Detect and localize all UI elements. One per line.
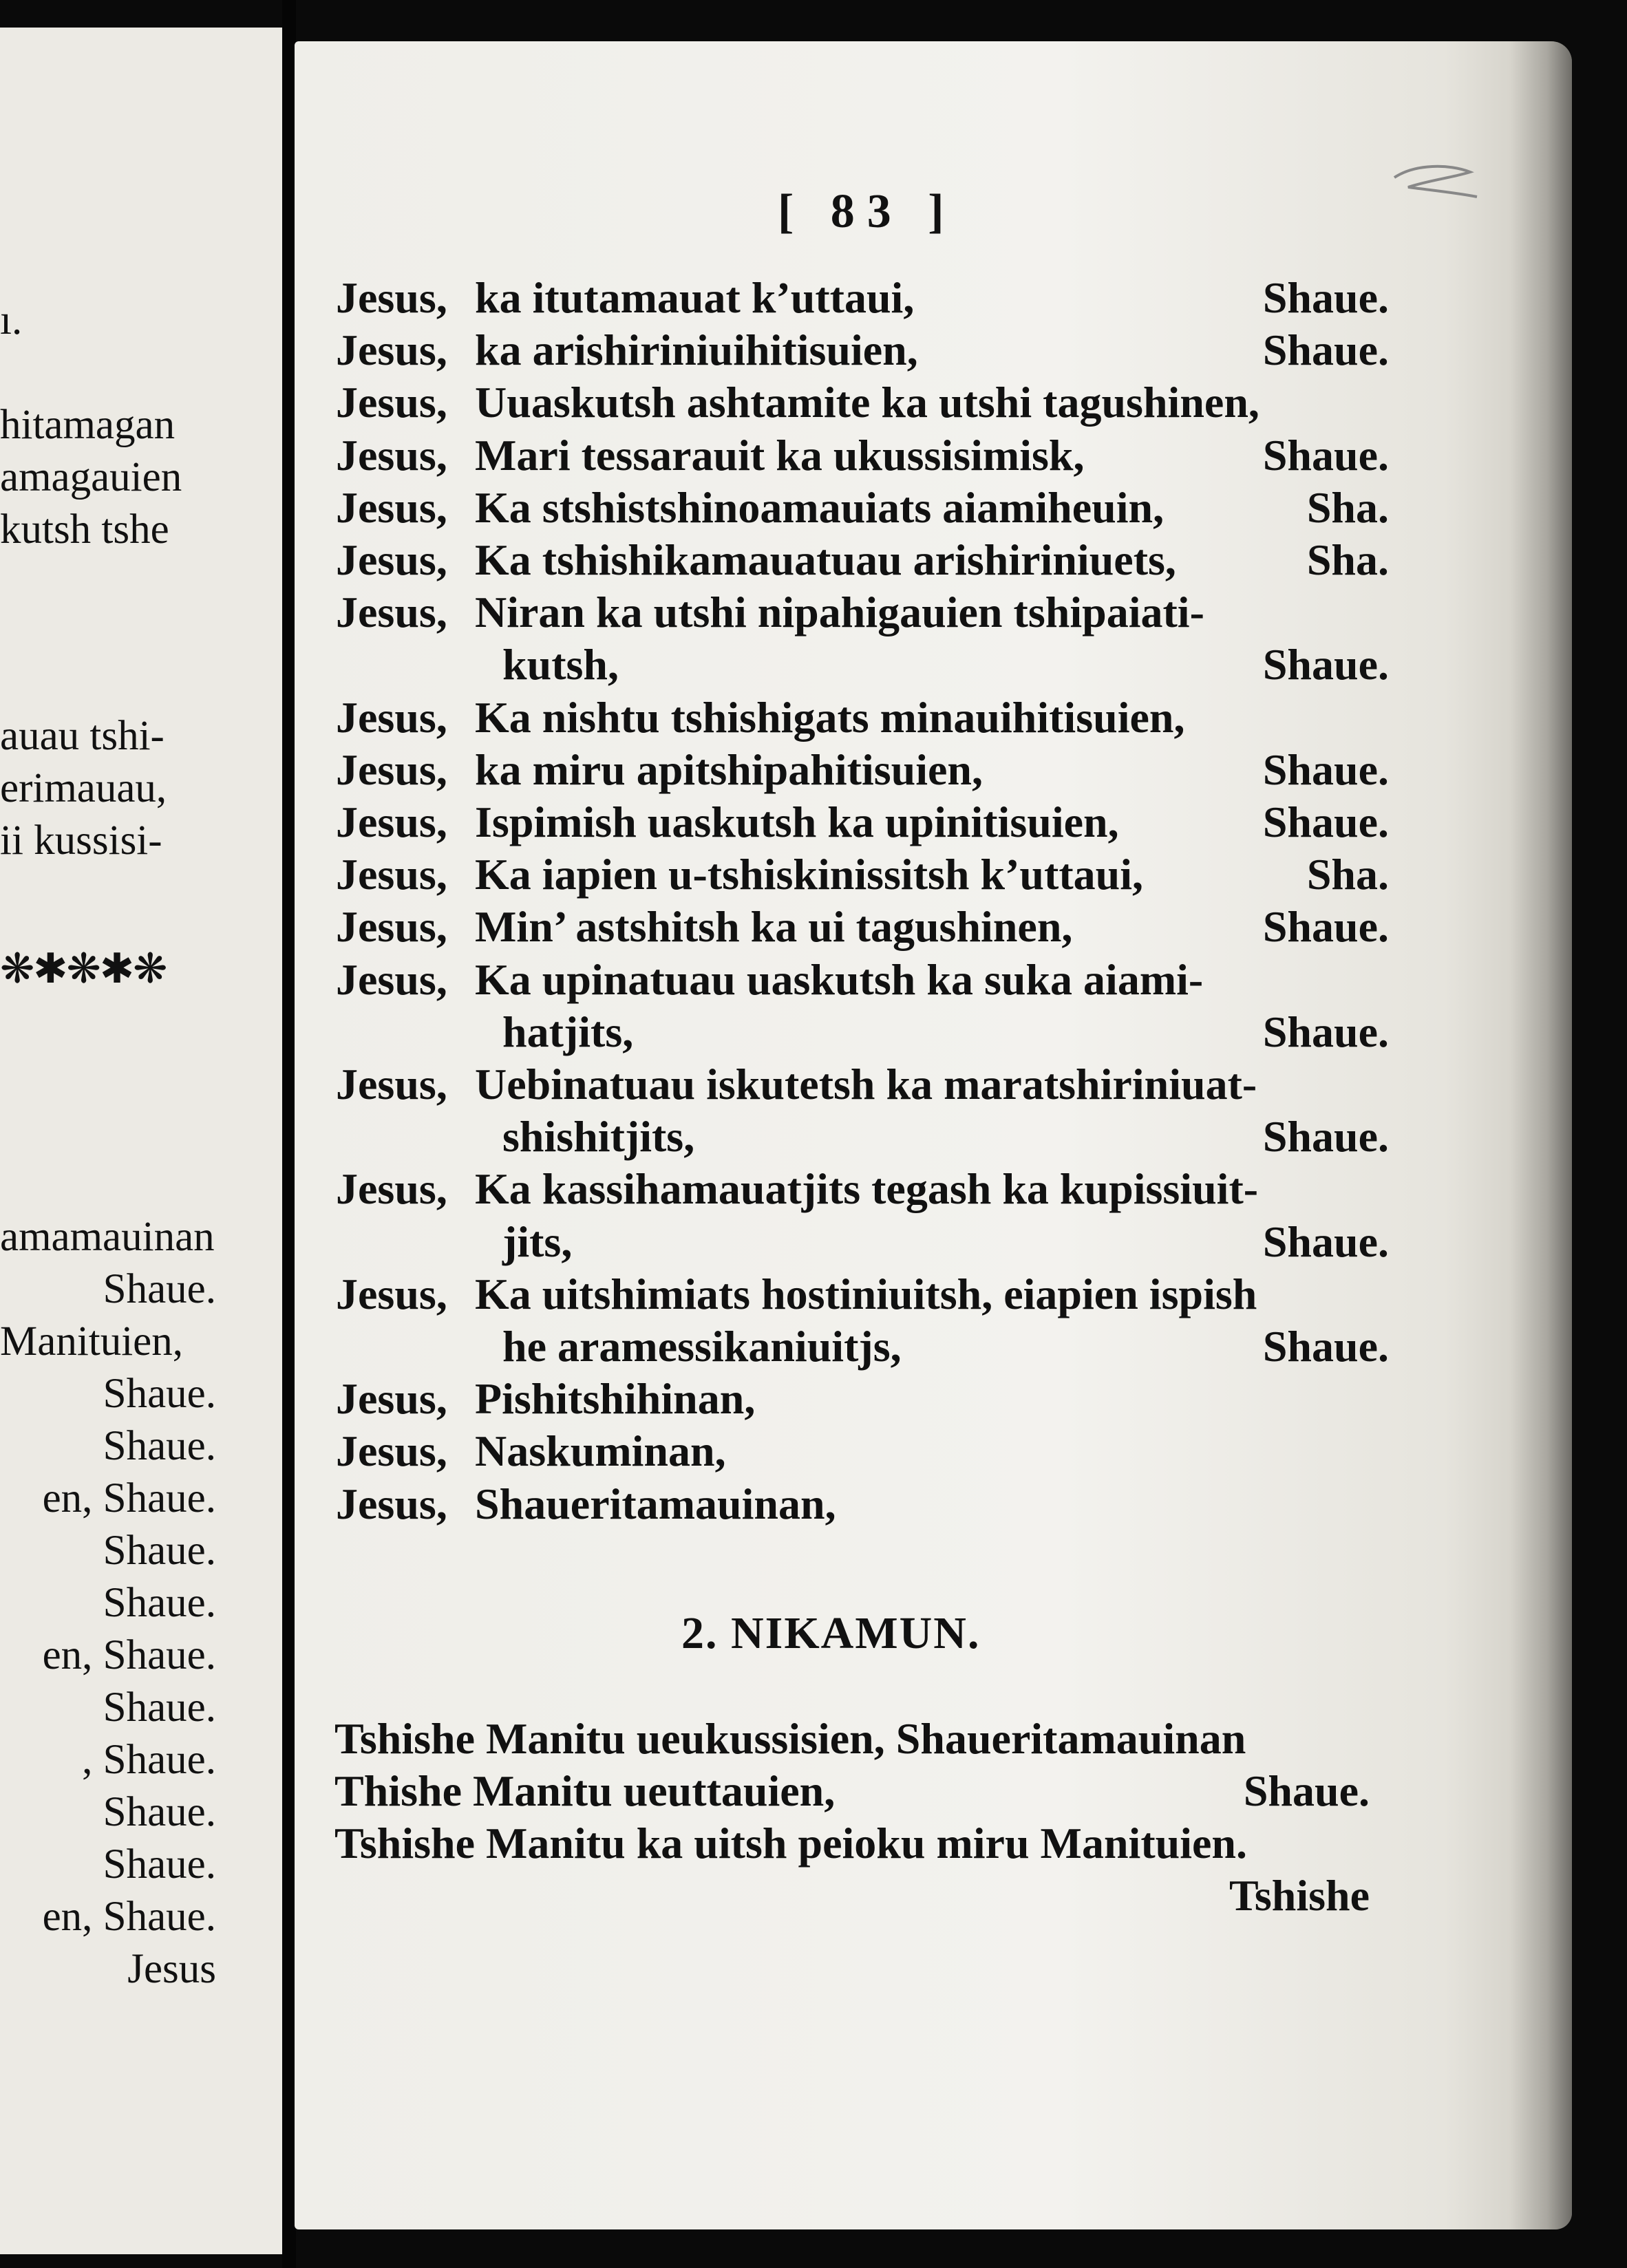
pencil-mark-icon bbox=[1387, 157, 1491, 212]
ornament-divider: ❋✱❋✱❋ bbox=[0, 946, 167, 992]
left-line: Shaue. bbox=[103, 1841, 216, 1887]
left-line: ii kussisi- bbox=[0, 817, 162, 864]
left-line: amamauinan bbox=[0, 1214, 215, 1260]
litany-text: hatjits, bbox=[502, 1007, 634, 1056]
litany-response: Shaue. bbox=[1262, 902, 1389, 951]
litany-text: he aramessikaniuitjs, bbox=[502, 1322, 902, 1371]
litany-invocation: Jesus, bbox=[336, 850, 447, 899]
litany-text: Ka tshishikamauatuau arishiriniuets, bbox=[475, 535, 1176, 584]
litany-text: jits, bbox=[502, 1217, 573, 1266]
litany-text: ka miru apitshipahitisuien, bbox=[475, 745, 983, 794]
page-edge-shadow bbox=[1510, 41, 1572, 2229]
left-line: Shaue. bbox=[103, 1423, 216, 1469]
litany-invocation: Jesus, bbox=[336, 431, 447, 480]
litany-text: Pishitshihinan, bbox=[475, 1374, 756, 1423]
litany-response: Shaue. bbox=[1262, 273, 1389, 322]
left-line: Shaue. bbox=[103, 1371, 216, 1417]
litany-text: Ka stshistshinoamauiats aiamiheuin, bbox=[475, 483, 1165, 532]
litany-text: Uuaskutsh ashtamite ka utshi tagushinen, bbox=[475, 378, 1259, 427]
litany-text: shishitjits, bbox=[502, 1112, 695, 1161]
left-line: en, Shaue. bbox=[42, 1632, 216, 1678]
left-line: kutsh tshe bbox=[0, 506, 169, 553]
left-line: Shaue. bbox=[103, 1266, 216, 1312]
hymn-line: Thishe Manitu ueuttauien, bbox=[334, 1766, 836, 1815]
litany-response: Sha. bbox=[1306, 483, 1389, 532]
litany-text: Mari tessarauit ka ukussisimisk, bbox=[475, 431, 1085, 480]
litany-invocation: Jesus, bbox=[336, 1426, 447, 1475]
litany-text: kutsh, bbox=[502, 640, 619, 689]
litany-text: Uebinatuau iskutetsh ka maratshiriniuat- bbox=[475, 1060, 1257, 1109]
litany-text: Shaueritamauinan, bbox=[475, 1479, 836, 1528]
section-heading: 2. NIKAMUN. bbox=[681, 1608, 981, 1658]
litany-invocation: Jesus, bbox=[336, 483, 447, 532]
page-number: [ 83 ] bbox=[778, 185, 957, 238]
left-line: Jesus bbox=[127, 1946, 216, 1992]
litany-invocation: Jesus, bbox=[336, 273, 447, 322]
left-line: amagauien bbox=[0, 454, 182, 500]
litany-response: Shaue. bbox=[1262, 798, 1389, 846]
litany-text: Ka kassihamauatjits tegash ka kupissiuit- bbox=[475, 1164, 1259, 1213]
left-line: hitamagan bbox=[0, 402, 176, 448]
litany-invocation: Jesus, bbox=[336, 325, 447, 374]
left-line: en, Shaue. bbox=[42, 1894, 216, 1940]
hymn-response: Shaue. bbox=[1243, 1766, 1370, 1815]
litany-text: Min’ astshitsh ka ui tagushinen, bbox=[475, 902, 1073, 951]
litany-text: Ka iapien u-tshiskinissitsh k’uttaui, bbox=[475, 850, 1143, 899]
hymn-line: Tshishe Manitu ueukussisien, Shaueritamauinan bbox=[334, 1714, 1246, 1763]
litany-text: Ispimish uaskutsh ka upinitisuien, bbox=[475, 798, 1119, 846]
hymn-line: Tshishe Manitu ka uitsh peioku miru Manituien. bbox=[334, 1819, 1247, 1868]
litany-invocation: Jesus, bbox=[336, 378, 447, 427]
litany-invocation: Jesus, bbox=[336, 955, 447, 1004]
litany-response: Shaue. bbox=[1262, 1112, 1389, 1161]
book-gutter bbox=[282, 0, 296, 2268]
litany-invocation: Jesus, bbox=[336, 745, 447, 794]
litany-response: Sha. bbox=[1306, 535, 1389, 584]
litany-response: Shaue. bbox=[1262, 1217, 1389, 1266]
litany-response: Shaue. bbox=[1262, 325, 1389, 374]
litany-invocation: Jesus, bbox=[336, 693, 447, 742]
litany-invocation: Jesus, bbox=[336, 588, 447, 636]
litany-text: Ka nishtu tshishigats minauihitisuien, bbox=[475, 693, 1185, 742]
litany-invocation: Jesus, bbox=[336, 1270, 447, 1318]
litany-invocation: Jesus, bbox=[336, 1479, 447, 1528]
litany-response: Shaue. bbox=[1262, 431, 1389, 480]
left-line: Shaue. bbox=[103, 1580, 216, 1626]
litany-invocation: Jesus, bbox=[336, 1164, 447, 1213]
litany-response: Shaue. bbox=[1262, 640, 1389, 689]
litany-text: Ka uitshimiats hostiniuitsh, eiapien ispish bbox=[475, 1270, 1257, 1318]
litany-invocation: Jesus, bbox=[336, 1060, 447, 1109]
left-line: erimauau, bbox=[0, 765, 167, 811]
litany-invocation: Jesus, bbox=[336, 535, 447, 584]
litany-invocation: Jesus, bbox=[336, 798, 447, 846]
litany-text: Naskuminan, bbox=[475, 1426, 726, 1475]
litany-text: Ka upinatuau uaskutsh ka suka aiami- bbox=[475, 955, 1204, 1004]
litany-response: Shaue. bbox=[1262, 745, 1389, 794]
left-line: , Shaue. bbox=[82, 1737, 216, 1783]
left-line: Shaue. bbox=[103, 1789, 216, 1835]
left-line: Shaue. bbox=[103, 1684, 216, 1731]
litany-invocation: Jesus, bbox=[336, 902, 447, 951]
litany-text: Niran ka utshi nipahigauien tshipaiati- bbox=[475, 588, 1204, 636]
litany-response: Shaue. bbox=[1262, 1007, 1389, 1056]
left-page-fragment bbox=[0, 28, 282, 2254]
litany-invocation: Jesus, bbox=[336, 1374, 447, 1423]
litany-response: Sha. bbox=[1306, 850, 1389, 899]
left-line: en, Shaue. bbox=[42, 1475, 216, 1521]
left-line: ı. bbox=[0, 297, 23, 343]
litany-response: Shaue. bbox=[1262, 1322, 1389, 1371]
litany-text: ka itutamauat k’uttaui, bbox=[475, 273, 915, 322]
left-line: Shaue. bbox=[103, 1528, 216, 1574]
left-line: Manituien, bbox=[0, 1318, 183, 1365]
catchword: Tshishe bbox=[1229, 1871, 1370, 1920]
litany-text: ka arishiriniuihitisuien, bbox=[475, 325, 918, 374]
left-line: auau tshi- bbox=[0, 713, 164, 759]
